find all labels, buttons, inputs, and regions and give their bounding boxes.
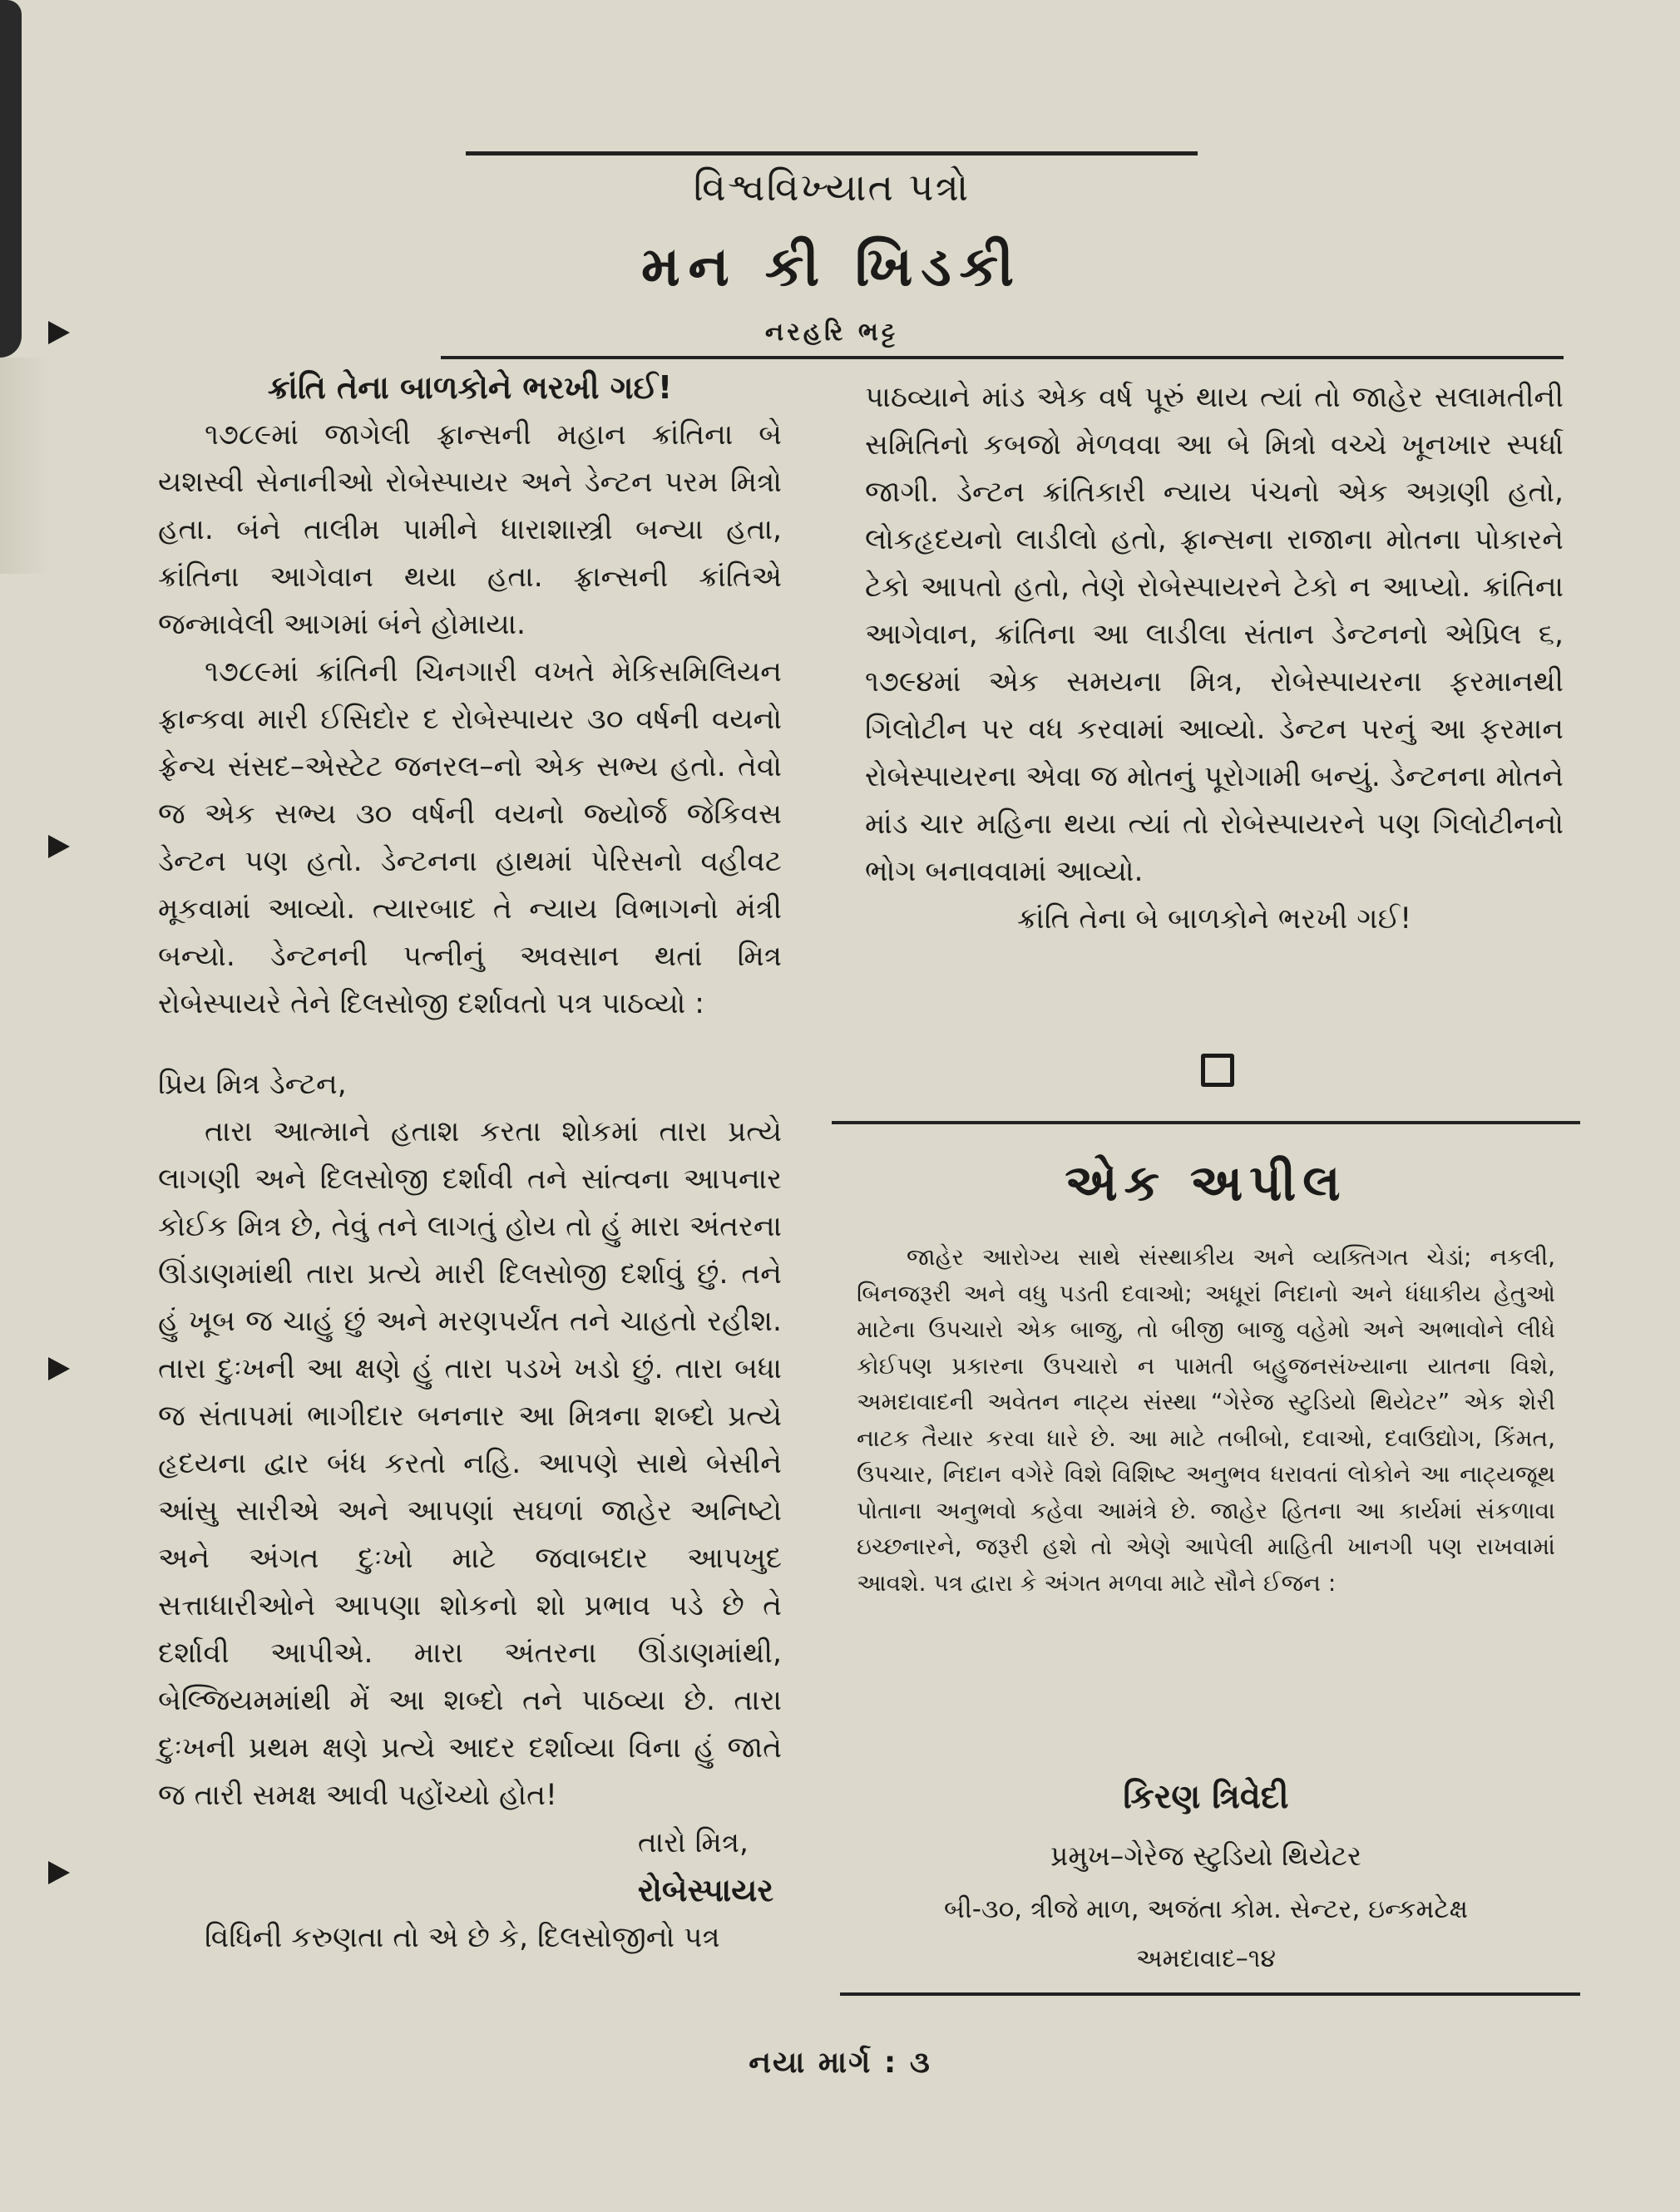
appeal-title: એક અપીલ xyxy=(1065,1154,1347,1212)
article-closing-line: ક્રાંતિ તેના બે બાળકોને ભરખી ગઈ! xyxy=(1016,902,1412,936)
letter-closing-row xyxy=(158,1819,782,1867)
appeal-address: બી-૩૦, ત્રીજે માળ, અજંતા કોમ. સેન્ટર, ઇન્કમટેક્ષ xyxy=(944,1894,1468,1924)
letter-salutation: પ્રિય મિત્ર ડેન્ટન, xyxy=(158,1068,347,1101)
margin-arrow-mark xyxy=(48,321,70,344)
article-paragraph: પાઠવ્યાને માંડ એક વર્ષ પૂરું થાય ત્યાં તો જાહેર સલામતીની સમિતિનો કબજો મેળવવા આ બે મિત્રો વચ્ચે ખૂનખાર સ્પર્ધા જાગી. ડેન્ટન ક્રાંતિકારી ન્યાય પંચનો એક અગ્રણી હતો, લોકહૃદયનો લાડીલો હતો, ફ્રાન્સના રાજાના મોતના પોકારને ટેકો આપતો હતો, તેણે રોબેસ્પાયરને ટેકો ન આપ્યો. ક્રાંતિના આગેવાન, ક્રાંતિના આ લાડીલા સંતાન ડેન્ટનનો એપ્રિલ ૬, ૧૭૯૪માં એક સમયના મિત્ર, રોબેસ્પાયરના ફરમાનથી ગિલોટીન પર વધ કરવામાં આવ્યો. ડેન્ટન પરનું આ ફરમાન રોબેસ્પાયરના એવા જ મોતનું પૂરોગામી બન્યું. ડેન્ટનના મોતને માંડ ચાર મહિના થયા ત્યાં તો રોબેસ્પાયરને પણ ગિલોટીનનો ભોગ બનાવવામાં આવ્યો. xyxy=(865,381,1564,888)
author-byline: નરહરિ ભટ્ટ xyxy=(764,318,899,347)
paper-tear-shadow xyxy=(0,358,50,574)
letter-body: તારા આત્માને હતાશ કરતા શોકમાં તારા પ્રત્યે લાગણી અને દિલસોજી દર્શાવી તને સાંત્વના આપનાર કોઈક મિત્ર છે, તેવું તને લાગતું હોય તો હું મારા અંતરના ઊંડાણમાંથી તારા પ્રત્યે મારી દિલસોજી દર્શાવું છું. તને હું ખૂબ જ ચાહું છું અને મરણપર્યંત તને ચાહતો રહીશ. તારા દુઃખની આ ક્ષણે હું તારા પડખે ખડો છું. તારા બધા જ સંતાપમાં ભાગીદાર બનનાર આ મિત્રના શબ્દો પ્રત્યે હૃદયના દ્વાર બંધ કરતો નહિ. આપણે સાથે બેસીને આંસુ સારીએ અને આપણાં સઘળાં જાહેર અનિષ્ટો અને અંગત દુઃખો માટે જવાબદાર આપખુદ સત્તાધારીઓને આપણા શોકનો શો પ્રભાવ પડે છે તે દર્શાવી આપીએ. મારા અંતરના ઊંડાણમાંથી, બેલ્જિયમમાંથી મેં આ શબ્દો તને પાઠવ્યા છે. તારા દુઃખની પ્રથમ ક્ષણે પ્રત્યે આદર દર્શાવ્યા વિના હું જાતે જ તારી સમક્ષ આવી પહોંચ્યો હોત! xyxy=(158,1115,782,1812)
torn-paper-edge xyxy=(0,0,22,358)
column-kicker: વિશ્વવિખ્યાત પત્રો xyxy=(693,165,971,210)
margin-arrow-mark xyxy=(48,1357,70,1380)
margin-arrow-mark xyxy=(48,1861,70,1884)
article-paragraph: વિધિની કરુણતા તો એ છે કે, દિલસોજીનો પત્ર xyxy=(205,1921,720,1954)
column-title: મન કી ખિડકી xyxy=(640,235,1023,299)
letter-closing: તારો મિત્ર, xyxy=(637,1826,749,1859)
article-heading: ક્રાંતિ તેના બાળકોને ભરખી ગઈ! xyxy=(267,369,673,406)
article-paragraph: ૧૭૮૯માં ક્રાંતિની ચિનગારી વખતે મેકિસમિલિયન ફ્રાન્કવા મારી ઈસિદોર દ રોબેસ્પાયર ૩૦ વર્ષની વયનો ફ્રેન્ચ સંસદ–એસ્ટેટ જનરલ–નો એક સભ્ય હતો. તેવો જ એક સભ્ય ૩૦ વર્ષની વયનો જ્યોર્જ જેકિવસ ડેન્ટન પણ હતો. ડેન્ટનના હાથમાં પેરિસનો વહીવટ મૂકવામાં આવ્યો. ત્યારબાદ તે ન્યાય વિભાગનો મંત્રી બન્યો. ડેન્ટનની પત્નીનું અવસાન થતાં મિત્ર રોબેસ્પાયરે તેને દિલસોજી દર્શાવતો પત્ર પાઠવ્યો : xyxy=(158,655,782,1020)
left-column xyxy=(158,364,782,1962)
page-footer: નયા માર્ગ : ૩ xyxy=(749,2046,931,2080)
letter-signature: રોબેસ્પાયર xyxy=(637,1872,773,1908)
margin-arrow-mark xyxy=(48,835,70,858)
section-divider-square xyxy=(1201,1054,1234,1087)
appeal-signatory-name: કિરણ ત્રિવેદી xyxy=(1123,1778,1289,1816)
appeal-signatory-role: પ્રમુખ–ગેરેજ સ્ટુડિયો થિયેટર xyxy=(1050,1839,1362,1872)
appeal-top-rule xyxy=(832,1121,1580,1124)
appeal-bottom-rule xyxy=(840,1992,1580,1996)
header-bottom-rule xyxy=(441,356,1564,359)
right-column xyxy=(865,374,1564,943)
appeal-city: અમદાવાદ–૧૪ xyxy=(1135,1944,1277,1973)
article-paragraph: ૧૭૮૯માં જાગેલી ફ્રાન્સની મહાન ક્રાંતિના બે યશસ્વી સેનાનીઓ રોબેસ્પાયર અને ડેન્ટન પરમ મિત્રો હતા. બંને તાલીમ પામીને ધારાશાસ્ત્રી બન્યા હતા, ક્રાંતિના આગેવાન થયા હતા. ફ્રાન્સની ક્રાંતિએ જન્માવેલી આગમાં બંને હોમાયા. xyxy=(158,418,782,641)
appeal-paragraph: જાહેર આરોગ્ય સાથે સંસ્થાકીય અને વ્યક્તિગત ચેડાં; નકલી, બિનજરૂરી અને વધુ પડતી દવાઓ; અધૂરાં નિદાનો અને ધંધાકીય હેતુઓ માટેના ઉપચારો એક બાજુ, તો બીજી બાજુ વહેમો અને અભાવોને લીધે કોઈપણ પ્રકારના ઉપચારો ન પામતી બહુજનસંખ્યાના યાતના વિશે, અમદાવાદની અવેતન નાટ્ય સંસ્થા “ગેરેજ સ્ટુડિયો થિયેટર” એક શેરી નાટક તૈયાર કરવા ધારે છે. આ માટે તબીબો, દવાઓ, દવાઉદ્યોગ, કિંમત, ઉપચાર, નિદાન વગેરે વિશે વિશિષ્ટ અનુભવ ધરાવતાં લોકોને આ નાટ્યજૂથ પોતાના અનુભવો કહેવા આમંત્રે છે. જાહેર હિતના આ કાર્યમાં સંકળાવા ઇચ્છનારને, જરૂરી હશે તો એણે આપેલી માહિતી ખાનગી પણ રાખવામાં આવશે. પત્ર દ્વારા કે અંગત મળવા માટે સૌને ઈજન : xyxy=(857,1243,1555,1597)
appeal-body xyxy=(857,1239,1555,1601)
header-top-rule xyxy=(466,151,1198,156)
